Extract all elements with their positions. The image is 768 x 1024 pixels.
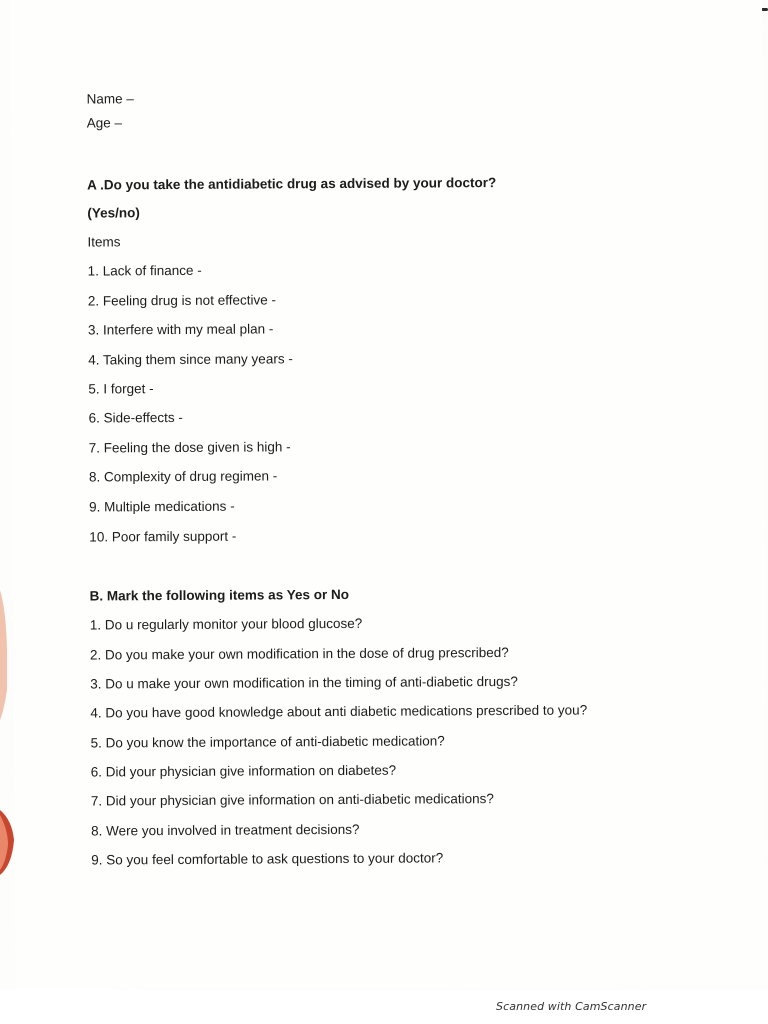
section-b-item: 4. Do you have good knowledge about anti diabetic medications prescribed to you? bbox=[90, 702, 588, 721]
footer-band bbox=[0, 990, 768, 1024]
section-b-item: 2. Do you make your own modification in the dose of drug prescribed? bbox=[89, 644, 509, 663]
section-a-answer-options: (Yes/no) bbox=[87, 205, 140, 221]
section-a-item: 7. Feeling the dose given is high - bbox=[88, 439, 291, 456]
section-a-item: 2. Feeling drug is not effective - bbox=[87, 292, 276, 309]
section-a-question: A .Do you take the antidiabetic drug as advised by your doctor? bbox=[87, 175, 497, 193]
section-b-item: 3. Do u make your own modification in the timing of anti-diabetic drugs? bbox=[90, 673, 518, 692]
camscanner-watermark: Scanned with CamScanner bbox=[496, 1000, 647, 1013]
section-b-item: 6. Did your physician give information on diabetes? bbox=[90, 762, 397, 780]
questionnaire-sheet bbox=[10, 0, 768, 990]
section-b-item: 9. So you feel comfortable to ask questions to your doctor? bbox=[91, 850, 444, 868]
section-a-item: 5. I forget - bbox=[88, 381, 154, 397]
section-b-item: 7. Did your physician give information on anti-diabetic medications? bbox=[90, 791, 494, 809]
section-a-item: 6. Side-effects - bbox=[88, 409, 183, 426]
section-b-item: 8. Were you involved in treatment decisions? bbox=[91, 821, 360, 839]
section-a-item: 3. Interfere with my meal plan - bbox=[87, 321, 274, 338]
section-b-item: 5. Do you know the importance of anti-diabetic medication? bbox=[90, 733, 445, 751]
name-label: Name – bbox=[86, 91, 134, 107]
left-edge-shadow bbox=[0, 570, 14, 880]
age-label: Age – bbox=[86, 115, 123, 131]
section-a-item: 1. Lack of finance - bbox=[87, 262, 202, 279]
section-a-item: 8. Complexity of drug regimen - bbox=[88, 468, 278, 485]
section-b-item: 1. Do u regularly monitor your blood glucose? bbox=[89, 615, 363, 633]
section-a-item: 10. Poor family support - bbox=[89, 528, 237, 545]
section-b-heading: B. Mark the following items as Yes or No bbox=[89, 586, 350, 604]
items-label: Items bbox=[87, 234, 121, 250]
section-a-item: 4. Taking them since many years - bbox=[88, 351, 293, 368]
section-a-item: 9. Multiple medications - bbox=[89, 498, 235, 515]
